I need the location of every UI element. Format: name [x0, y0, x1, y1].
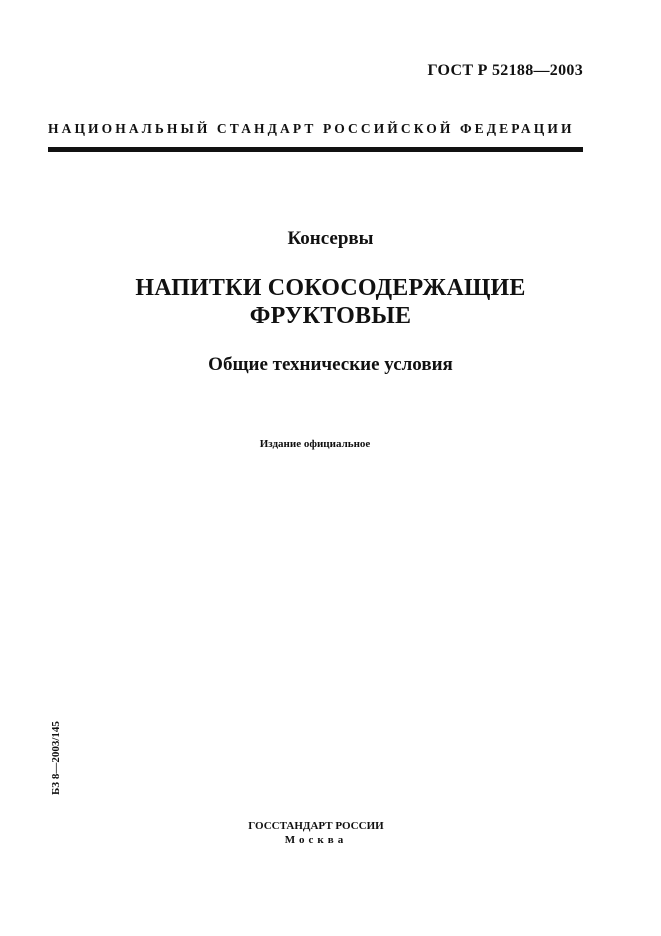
publisher-block — [0, 819, 632, 847]
publisher-name: ГОССТАНДАРТ РОССИИ — [248, 820, 384, 832]
document-subtitle: Общие технические условия — [208, 354, 453, 375]
standard-number: ГОСТ Р 52188—2003 — [427, 62, 583, 79]
side-code: БЗ 8—2003/145 — [50, 721, 62, 795]
document-title — [0, 274, 661, 330]
national-standard-heading: НАЦИОНАЛЬНЫЙ СТАНДАРТ РОССИЙСКОЙ ФЕДЕРАЦИИ — [48, 121, 575, 136]
publisher-city: Москва — [284, 834, 348, 846]
edition-note: Издание официальное — [259, 438, 371, 450]
document-kind: Консервы — [287, 228, 374, 249]
document-title-line-2: ФРУКТОВЫЕ — [249, 303, 412, 329]
header-rule — [48, 147, 583, 152]
document-title-line-1: НАПИТКИ СОКОСОДЕРЖАЩИЕ — [135, 275, 526, 301]
